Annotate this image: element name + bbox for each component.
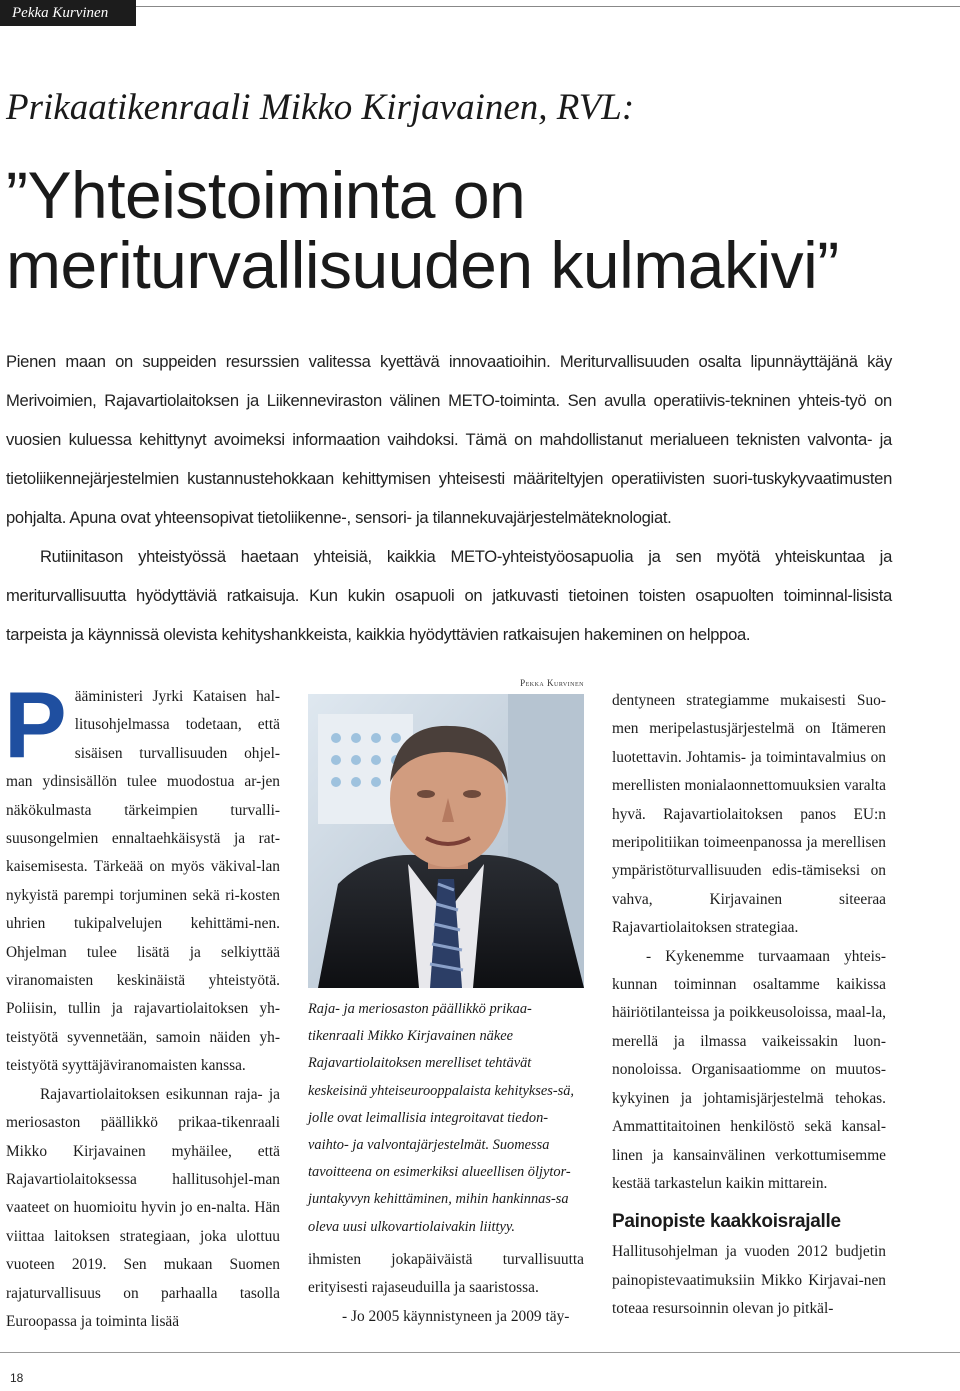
body-column-3: [612, 687, 886, 1324]
page-number: 18: [10, 1371, 24, 1385]
lead-paragraph: [6, 342, 892, 654]
body-column-1: [4, 672, 280, 1336]
body-paragraph: dentyneen strategiamme mukaisesti Suo-men meripelastusjärjestelmä on Itämeren luotettavin. Johtamis- ja toimintavalmius on merellisten monialaonnettomuuksien varalta hyvä. Rajavartiolaitoksen panos EU:n meripolitiikan toimeenpanossa ja merellisen ympäristöturvallisuuden edis-tämiseksi on vahva, Kirjavainen siteeraa Rajavartiolaitoksen strategiaa.: [612, 692, 886, 937]
body-paragraph: - Jo 2005 käynnistyneen ja 2009 täy-: [342, 1307, 570, 1325]
portrait-photo: [308, 694, 584, 988]
lead-paragraph-1: Pienen maan on suppeiden resurssien valitessa kyettävä innovaatioihin. Meriturvallisuuden osalta lipunnäyttäjänä käy Merivoimien, Rajavartiolaitoksen ja Liikenneviraston välinen METO-toiminta. Sen avulla operatiivis-tekninen yhteis-työ on vuosien kuluessa kehittynyt avoimeksi informaation vaihdoksi. Tämä on mahdollistanut merialueen teknisten valvonta- ja tietoliikennejärjestelmien kustannustehokkaan kehittymisen yhteisesti määriteltyjen operatiivisten suori-tuskykyvaatimusten pohjalta. Apuna ovat yhteensopivat tietoliikenne-, sensori- ja tilannekuvajärjestelmäteknologiat.: [6, 352, 892, 527]
footer-rule: [0, 1352, 960, 1353]
article-headline: ”Yhteistoiminta on meriturvallisuuden kulmakivi”: [6, 158, 839, 302]
body-paragraph: Rajavartiolaitoksen esikunnan raja- ja meriosaston päällikkö prikaa-tikenraali Mikko Kirjavainen myhäilee, että Rajavartiolaitoksessa hallitusohjel-man vaateet on huomioitu hyvin jo en-nalta. Hän viittaa laitoksen strategiaan, joka ulottuu vuoteen 2019. Sen mukaan Suomen rajaturvallisuus on parhaalla tasolla Euroopassa ja toiminta lisää: [6, 1085, 280, 1330]
body-paragraph: ihmisten jokapäiväistä turvallisuutta erityisesti rajaseuduilla ja saaristossa.: [308, 1251, 584, 1297]
lead-paragraph-2: Rutiinitason yhteistyössä haetaan yhteisiä, kaikkia METO-yhteistyöosapuolia ja sen myötä yhteiskuntaa ja meriturvallisuutta hyödyttäviä ratkaisuja. Kun kukin osapuoli on jatkuvasti tietoinen toisten osapuolten toiminnal-lisista tarpeista ja käynnissä olevista kehityshankkeista, kaikkia hyödyttävien ratkaisujen hakeminen on helppoa.: [6, 547, 892, 644]
article-kicker: Prikaatikenraali Mikko Kirjavainen, RVL:: [6, 87, 635, 128]
body-paragraph: - Kykenemme turvaamaan yhteis-kunnan toiminnan osaltamme kaikissa häiriötilanteissa ja poikkeusoloissa, maal-la, merellä ja ilmassa vaikeissakin luon-nonoloissa. Organisaatiomme on muutos-kykyinen ja johtamisjärjestelmä tehokas. Ammattitaitoinen henkilöstö sekä kansal-linen ja kansainvälinen verkottumisemme kestää tarkastelun kaikin mittarein.: [612, 947, 886, 1192]
portrait-photo-image: [308, 694, 584, 988]
body-column-2: [308, 1246, 584, 1331]
dropcap: P: [4, 672, 67, 777]
photo-caption: Raja- ja meriosaston päällikkö prikaa-tikenraali Mikko Kirjavainen näkee Rajavartiolaitoksen merelliset tehtävät keskeisinä yhteiseurooppalaista kehitykses-sä, jolle ovat leimallisia integroitavat tiedon-vaihto- ja valvontajärjestelmät. Suomessa tavoitteena on esimerkiksi alueellisen öljytor-juntakyvyn kehittäminen, mihin hankinnas-sa oleva uusi ulkovartiolaivakin liittyy.: [308, 1001, 575, 1235]
body-paragraph: Hallitusohjelman ja vuoden 2012 budjetin painopistevaatimuksiin Mikko Kirjavai-nen toteaa resursoinnin olevan jo pitkäl-: [612, 1243, 886, 1318]
body-paragraph-text: ääministeri Jyrki Kataisen hal-litusohjelmassa todetaan, että sisäisen turvallisuuden ohjel-man ydinsisällön tulee muodostua ar-jen näkökulmasta tärkeimpien turvalli-suusongelmien ennaltaehkäisystä ja rat-kaisemisesta. Tärkeää on myös väkival-lan nykyistä parempi torjuminen sekä ri-kosten uhrien tukipalvelujen kehittämi-nen. Ohjelman tulee lisätä ja selkiyttää viranomaisten keskinäistä yhteistyötä. Poliisin, tullin ja rajavartiolaitoksen yh-teistyötä syvennetään, samoin näiden yh-teistyötä syyttäjäviranomaisten kanssa.: [6, 688, 280, 1075]
author-tag: Pekka Kurvinen: [0, 0, 136, 26]
top-rule: [136, 6, 960, 7]
photo-credit: Pekka Kurvinen: [520, 678, 584, 688]
section-subheading: Painopiste kaakkoisrajalle: [612, 1211, 841, 1233]
body-paragraph: [4, 672, 280, 1081]
